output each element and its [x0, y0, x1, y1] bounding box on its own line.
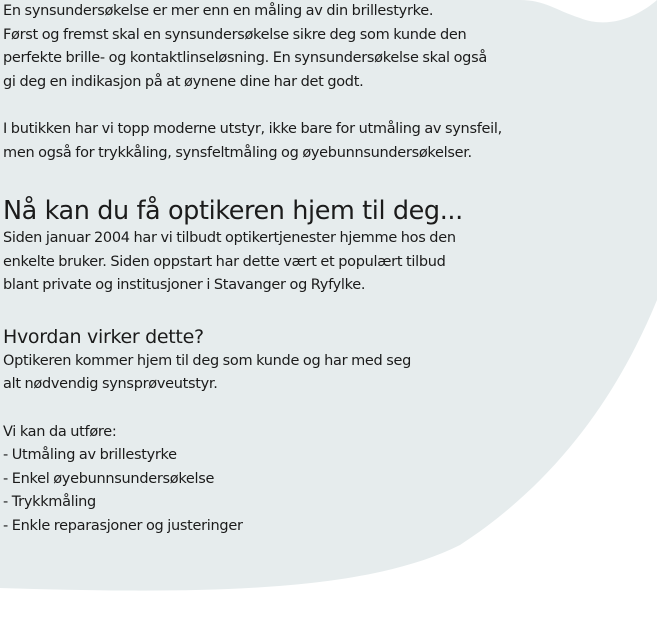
text-line: enkelte bruker. Siden oppstart har dette vært et populært tilbud	[3, 253, 446, 270]
text-line: En synsundersøkelse er mer enn en måling av din brillestyrke.	[3, 3, 434, 19]
text-line: Optikeren kommer hjem til deg som kunde og har med seg	[3, 352, 412, 369]
list-item: - Trykkmåling	[3, 494, 96, 510]
text-line: men også for trykkåling, synsfeltmåling og øyebunnsundersøkelser.	[3, 144, 472, 161]
text-line: gi deg en indikasjon på at øynene dine har det godt.	[3, 73, 364, 90]
services-intro: Vi kan da utføre:	[3, 423, 117, 440]
article-content	[3, 0, 643, 538]
text-line: perfekte brille- og kontaktlinseløsning. En synsundersøkelse skal også	[3, 50, 487, 66]
text-line: Siden januar 2004 har vi tilbudt optikertjenester hjemme hos den	[3, 230, 456, 246]
list-item: - Enkel øyebunnsundersøkelse	[3, 470, 215, 487]
how-it-works-paragraph	[3, 350, 643, 397]
spacer	[3, 298, 643, 324]
services-list	[3, 421, 643, 539]
spacer	[3, 165, 643, 195]
list-item: - Enkle reparasjoner og justeringer	[3, 517, 243, 534]
intro-paragraph	[3, 0, 643, 94]
home-service-heading: Nå kan du få optikeren hjem til deg...	[3, 196, 463, 226]
equipment-paragraph	[3, 118, 643, 165]
text-line: I butikken har vi topp moderne utstyr, ikke bare for utmåling av synsfeil,	[3, 121, 502, 137]
spacer	[3, 94, 643, 118]
text-line: alt nødvendig synsprøveutstyr.	[3, 376, 218, 392]
how-it-works-heading: Hvordan virker dette?	[3, 325, 204, 348]
text-line: blant private og institusjoner i Stavanger og Ryfylke.	[3, 277, 366, 293]
text-line: Først og fremst skal en synsundersøkelse sikre deg som kunde den	[3, 26, 467, 43]
list-item: - Utmåling av brillestyrke	[3, 447, 177, 463]
spacer	[3, 397, 643, 421]
home-service-paragraph	[3, 227, 643, 298]
